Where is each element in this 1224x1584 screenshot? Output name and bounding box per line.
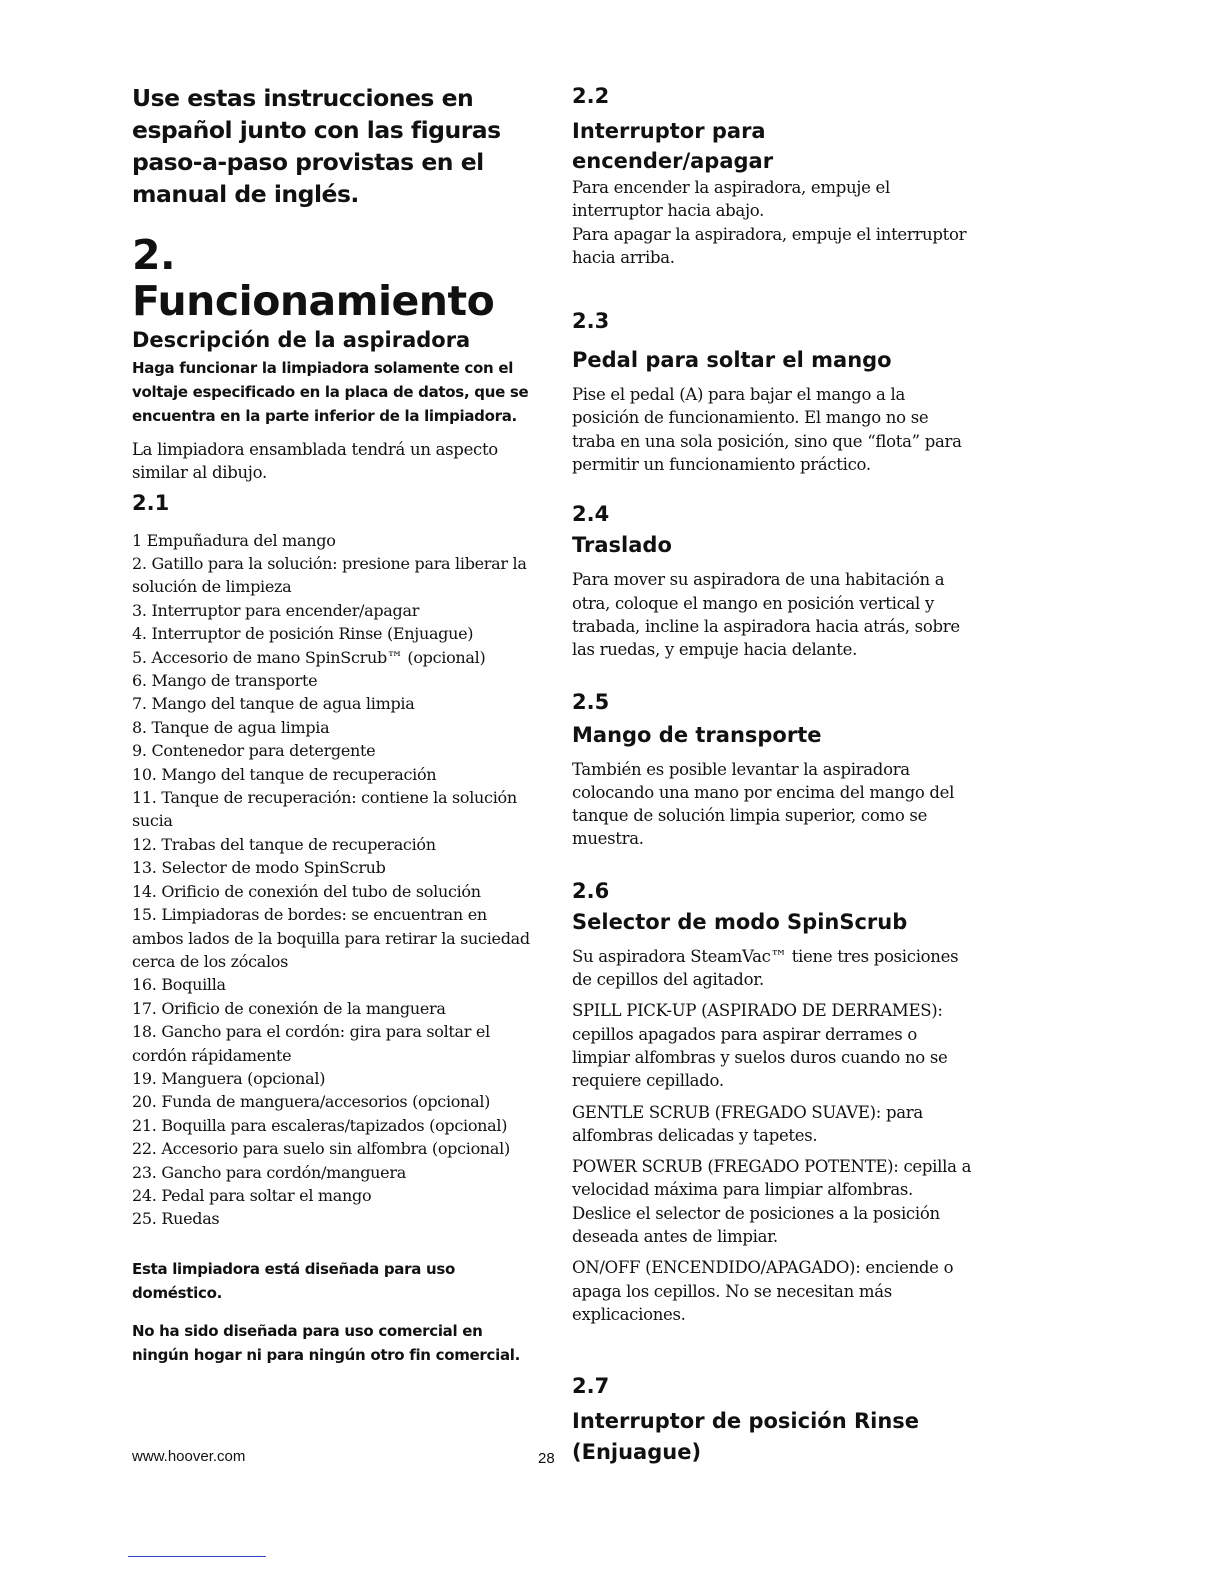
parts-list-item: 2. Gatillo para la solución: presione para liberar la solución de limpieza	[132, 554, 527, 597]
section-number: 2.6	[572, 878, 610, 903]
section-paragraph: ON/OFF (ENCENDIDO/APAGADO): enciende o apaga los cepillos. No se necesitan más explicaciones.	[572, 1258, 954, 1324]
chapter-title: 2. Funcionamiento	[132, 231, 495, 325]
section-paragraph: Pise el pedal (A) para bajar el mango a la posición de funcionamiento. El mango no se traba en una sola posición, sino que “flota” para permitir un funcionamiento práctico.	[572, 385, 962, 475]
section-2-6	[572, 877, 972, 1326]
parts-list-item: 10. Mango del tanque de recuperación	[132, 764, 437, 784]
section-2-2	[572, 82, 972, 269]
section-title: Traslado	[572, 533, 672, 558]
parts-list-item: 11. Tanque de recuperación: contiene la solución sucia	[132, 788, 517, 831]
section-2-7	[572, 1372, 972, 1468]
parts-list-item: 21. Boquilla para escaleras/tapizados (opcional)	[132, 1115, 508, 1135]
section-paragraph: Para apagar la aspiradora, empuje el interruptor hacia arriba.	[572, 224, 967, 267]
parts-list-item: 20. Funda de manguera/accesorios (opcional)	[132, 1092, 491, 1112]
section-number: 2.4	[572, 502, 610, 527]
parts-list-item: 9. Contenedor para detergente	[132, 741, 376, 761]
voltage-warning: Haga funcionar la limpiadora solamente con el voltaje especificado en la placa de datos, que se encuentra en la parte inferior de la limpiadora.	[132, 359, 529, 425]
parts-list-item: 17. Orificio de conexión de la manguera	[132, 998, 446, 1018]
section-2-3	[572, 307, 972, 476]
parts-list-item: 3. Interruptor para encender/apagar	[132, 600, 420, 620]
left-column	[132, 82, 530, 1367]
parts-list-item: 5. Accesorio de mano SpinScrub™ (opcional)	[132, 647, 486, 667]
parts-list-item: 4. Interruptor de posición Rinse (Enjuague)	[132, 624, 474, 644]
section-paragraph: SPILL PICK-UP (ASPIRADO DE DERRAMES): cepillos apagados para aspirar derrames o limpiar alfombras y suelos duros cuando no se requiere cepillado.	[572, 1001, 948, 1091]
section-title: Interruptor para encender/apagar	[572, 119, 774, 173]
parts-list-item: 6. Mango de transporte	[132, 671, 318, 691]
parts-list-item: 7. Mango del tanque de agua limpia	[132, 694, 415, 714]
intro-text: Use estas instrucciones en español junto con las figuras paso-a-paso provistas en el manual de inglés.	[132, 84, 501, 208]
parts-list-item: 22. Accesorio para suelo sin alfombra (opcional)	[132, 1139, 510, 1159]
commercial-note: No ha sido diseñada para uso comercial en ningún hogar ni para ningún otro fin comercial.	[132, 1321, 521, 1364]
description-title: Descripción de la aspiradora	[132, 328, 471, 352]
section-2-5	[572, 688, 972, 851]
parts-list-item: 23. Gancho para cordón/manguera	[132, 1162, 406, 1182]
parts-list-item: 18. Gancho para el cordón: gira para soltar el cordón rápidamente	[132, 1022, 490, 1065]
parts-list-item: 1 Empuñadura del mango	[132, 530, 336, 550]
parts-list-item: 25. Ruedas	[132, 1209, 220, 1229]
section-number-2-1: 2.1	[132, 490, 170, 515]
section-title: Pedal para soltar el mango	[572, 348, 892, 373]
parts-list-item: 15. Limpiadoras de bordes: se encuentran en ambos lados de la boquilla para retirar la suciedad cerca de los zócalos	[132, 905, 530, 971]
section-number: 2.3	[572, 309, 610, 334]
right-column	[572, 82, 972, 1468]
section-title: Mango de transporte	[572, 722, 822, 747]
section-number: 2.7	[572, 1374, 610, 1399]
section-paragraph: Para encender la aspiradora, empuje el interruptor hacia abajo.	[572, 178, 890, 221]
section-title: Interruptor de posición Rinse (Enjuague)	[572, 1409, 920, 1465]
parts-list-item: 19. Manguera (opcional)	[132, 1068, 326, 1088]
parts-list-item: 8. Tanque de agua limpia	[132, 717, 330, 737]
section-title: Selector de modo SpinScrub	[572, 909, 908, 934]
parts-list-item: 14. Orificio de conexión del tubo de solución	[132, 881, 481, 901]
section-2-4	[572, 500, 972, 661]
parts-list-item: 13. Selector de modo SpinScrub	[132, 858, 386, 878]
section-paragraph: GENTLE SCRUB (FREGADO SUAVE): para alfombras delicadas y tapetes.	[572, 1102, 923, 1145]
parts-list-item: 16. Boquilla	[132, 975, 226, 995]
section-paragraph: POWER SCRUB (FREGADO POTENTE): cepilla a velocidad máxima para limpiar alfombras. Deslice el selector de posiciones a la posición deseada antes de limpiar.	[572, 1157, 972, 1247]
page-number: 28	[538, 1450, 555, 1467]
parts-list	[132, 529, 530, 1231]
section-number: 2.2	[572, 84, 610, 108]
section-paragraph: Para mover su aspiradora de una habitación a otra, coloque el mango en posición vertical y trabada, incline la aspiradora hacia atrás, sobre las ruedas, y empuje hacia delante.	[572, 570, 960, 660]
section-paragraph: Su aspiradora SteamVac™ tiene tres posiciones de cepillos del agitador.	[572, 946, 959, 990]
parts-list-item: 12. Trabas del tanque de recuperación	[132, 834, 436, 854]
footer-website: www.hoover.com	[132, 1448, 246, 1465]
section-number: 2.5	[572, 689, 610, 714]
section-paragraph: También es posible levantar la aspiradora colocando una mano por encima del mango del tanque de solución limpia superior, como se muestra.	[572, 759, 955, 849]
parts-list-item: 24. Pedal para soltar el mango	[132, 1185, 372, 1205]
assembled-note: La limpiadora ensamblada tendrá un aspecto similar al dibujo.	[132, 440, 498, 483]
household-note: Esta limpiadora está diseñada para uso doméstico.	[132, 1259, 455, 1302]
footnote-divider	[128, 1556, 266, 1557]
